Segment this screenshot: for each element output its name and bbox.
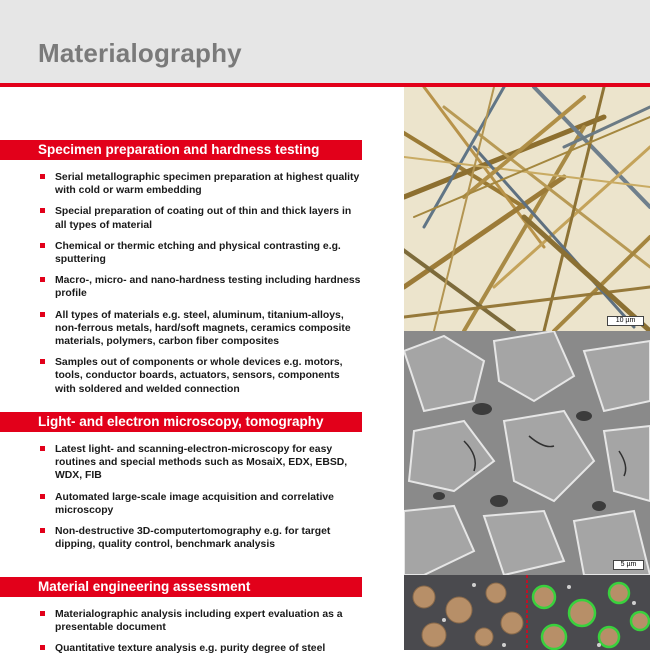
list-item: Macro-, micro- and nano-hardness testing including hardness profile <box>38 274 362 300</box>
material-assessment-list <box>38 608 362 656</box>
sem-scale-bar: 5 µm <box>613 560 644 570</box>
list-item: Automated large-scale image acquisition and correlative microscopy <box>38 491 362 517</box>
list-item: Serial metallographic specimen preparation at highest quality with cold or warm embedding <box>38 171 362 197</box>
list-item: Special preparation of coating out of thin and thick layers in all types of material <box>38 205 362 231</box>
list-item: All types of materials e.g. steel, aluminum, titanium-alloys, non-ferrous metals, hard/soft magnets, ceramics composite materials, polymers, carbon fiber composites <box>38 309 362 349</box>
list-item: Non-destructive 3D-computertomography e.g. for target dipping, quality control, benchmark analysis <box>38 525 362 551</box>
optical-scale-bar: 10 µm <box>607 316 644 326</box>
optical-micrograph-image <box>404 87 650 331</box>
page-title: Materialography <box>38 38 242 68</box>
list-item: Chemical or thermic etching and physical contrasting e.g. sputtering <box>38 240 362 266</box>
list-item: Latest light- and scanning-electron-microscopy for easy routines and special methods such as MosaiX, EDX, EBSD, WDX, FIB <box>38 443 362 483</box>
microscopy-list <box>38 443 362 551</box>
section-heading-specimen-preparation: Specimen preparation and hardness testing <box>0 140 362 160</box>
list-item: Samples out of components or whole devices e.g. motors, tools, conductor boards, actuators, sensors, components with soldered and welded connection <box>38 356 362 396</box>
phase-analysis-image <box>404 575 650 650</box>
page-header <box>0 0 650 83</box>
section-heading-material-assessment: Material engineering assessment <box>0 577 362 597</box>
specimen-preparation-list <box>38 171 362 396</box>
section-heading-microscopy: Light- and electron microscopy, tomography <box>0 412 362 432</box>
micrograph-column <box>404 87 650 650</box>
sem-fracture-image <box>404 331 650 575</box>
list-item: Quantitative texture analysis e.g. purity degree of steel <box>38 642 362 655</box>
list-item: Materialographic analysis including expert evaluation as a presentable document <box>38 608 362 634</box>
